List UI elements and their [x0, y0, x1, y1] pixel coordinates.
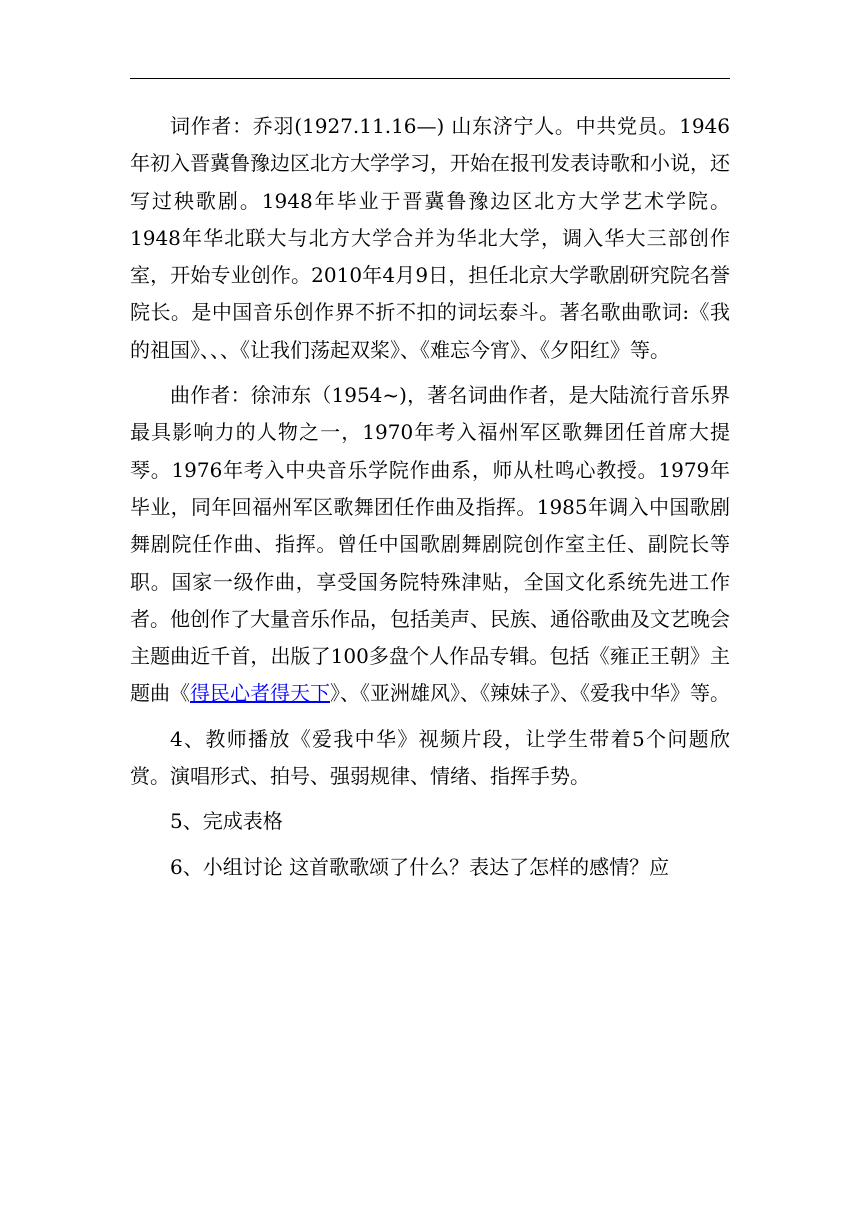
song-title-link[interactable]: 得民心者得天下	[190, 681, 330, 706]
header-rule	[130, 78, 730, 79]
lyricist-paragraph: 词作者：乔羽(1927.11.16—) 山东济宁人。中共党员。1946年初入晋冀鲁豫边区北方大学学习，开始在报刊发表诗歌和小说，还写过秧歌剧。1948年毕业于晋冀鲁豫边区北方大学艺术学院。1948年华北联大与北方大学合并为华北大学，调入华大三部创作室，开始专业创作。2010年4月9日，担任北京大学歌剧研究院名誉院长。是中国音乐创作界不折不扣的词坛泰斗。著名歌曲歌词:《我的祖国》、、、《让我们荡起双桨》、《难忘今宵》、《夕阳红》等。	[130, 114, 730, 362]
step-4-paragraph: 4、教师播放《爱我中华》视频片段，让学生带着5个问题欣赏。演唱形式、拍号、强弱规律、情绪、指挥手势。	[130, 726, 730, 789]
composer-text-after-link: 》、《亚洲雄风》、《辣妹子》、《爱我中华》等。	[330, 681, 730, 706]
step-6-paragraph: 6、小组讨论 这首歌歌颂了什么？表达了怎样的感情？应	[170, 854, 670, 879]
document-body	[130, 108, 730, 886]
step-5-paragraph: 5、完成表格	[170, 809, 283, 834]
composer-text-before-link: 曲作者：徐沛东（1954~)，著名词曲作者，是大陆流行音乐界最具影响力的人物之一，1970年考入福州军区歌舞团任首席大提琴。1976年考入中央音乐学院作曲系，师从杜鸣心教授。1979年毕业，同年回福州军区歌舞团任作曲及指挥。1985年调入中国歌剧舞剧院任作曲、指挥。曾任中国歌剧舞剧院创作室主任、副院长等职。国家一级作曲，享受国务院特殊津贴，全国文化系统先进工作者。他创作了大量音乐作品，包括美声、民族、通俗歌曲及文艺晚会主题曲近千首，出版了100多盘个人作品专辑。包括《雍正王朝》主题曲《	[130, 383, 730, 706]
composer-paragraph	[130, 377, 730, 713]
